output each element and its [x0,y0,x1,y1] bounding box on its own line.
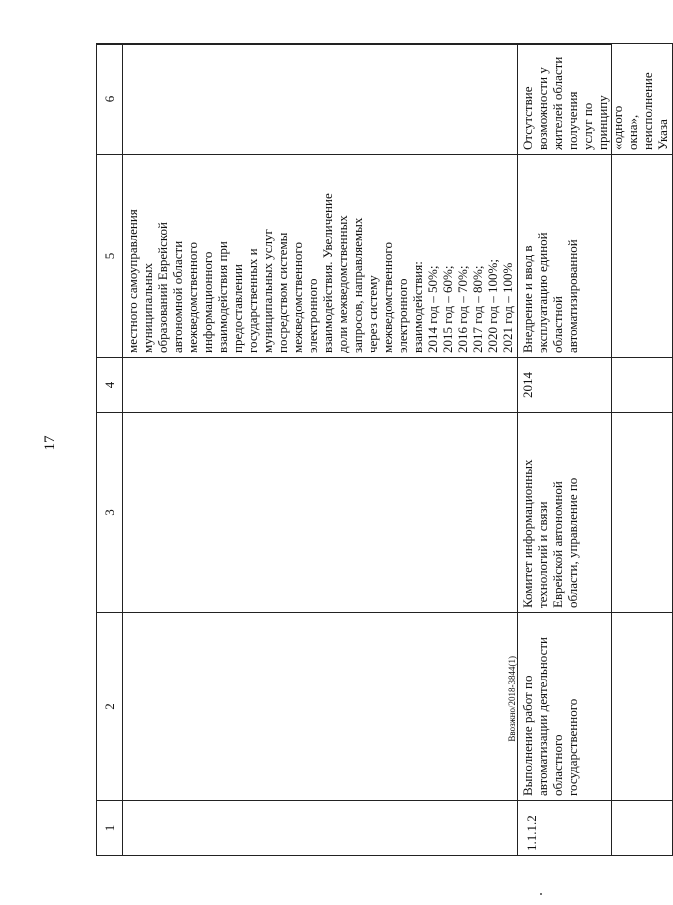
cell-consequences: Отсутствие возможности у жителей области получения услуг по принципу «одного окна», неисполнение Указа [518,44,673,155]
program-table [96,43,673,856]
cell-number [123,801,518,856]
cell-expected-result: местного самоуправления муниципальных образований Еврейской автономной области межведомственного информационного взаимодействия при предоставлении государственных и муниципальных услуг посредством системы межведомственного электронного взаимодействия. Увеличение доли межведомственных запросов, направляемых через систему межведомственного электронного взаимодействия: 2014 год – 50%; 2015 год – 60%; 2016 год – 70%; 2017 год – 80%; 2020 год – 100%; 2021 год – 100% [123,155,518,358]
table-row [518,44,673,856]
header-cell-6: 6 [97,44,123,155]
cell-executor: Комитет информационных технологий и связи Еврейской автономной области, управление по [518,413,673,613]
cell-year [123,358,518,413]
cell-activity [123,613,518,801]
document-code: Ввозжно/2018-3844(1) [507,656,517,742]
scan-speck [540,893,542,895]
cell-activity: Выполнение работ по автоматизации деятельности областного государственного [518,613,673,801]
cell-number: 1.1.1.2 [518,801,673,856]
header-cell-5: 5 [97,155,123,358]
header-cell-1: 1 [97,801,123,856]
table-row [123,44,518,856]
cell-year: 2014 [518,358,673,413]
cell-consequences [123,44,518,155]
header-cell-4: 4 [97,358,123,413]
header-cell-3: 3 [97,413,123,613]
cell-expected-result: Внедрение и ввод в эксплуатацию единой областной автоматизированной [518,155,673,358]
cell-executor [123,413,518,613]
page-number: 17 [42,435,58,451]
rotated-table-container [96,44,670,856]
header-cell-2: 2 [97,613,123,801]
table-header-row [97,44,123,856]
